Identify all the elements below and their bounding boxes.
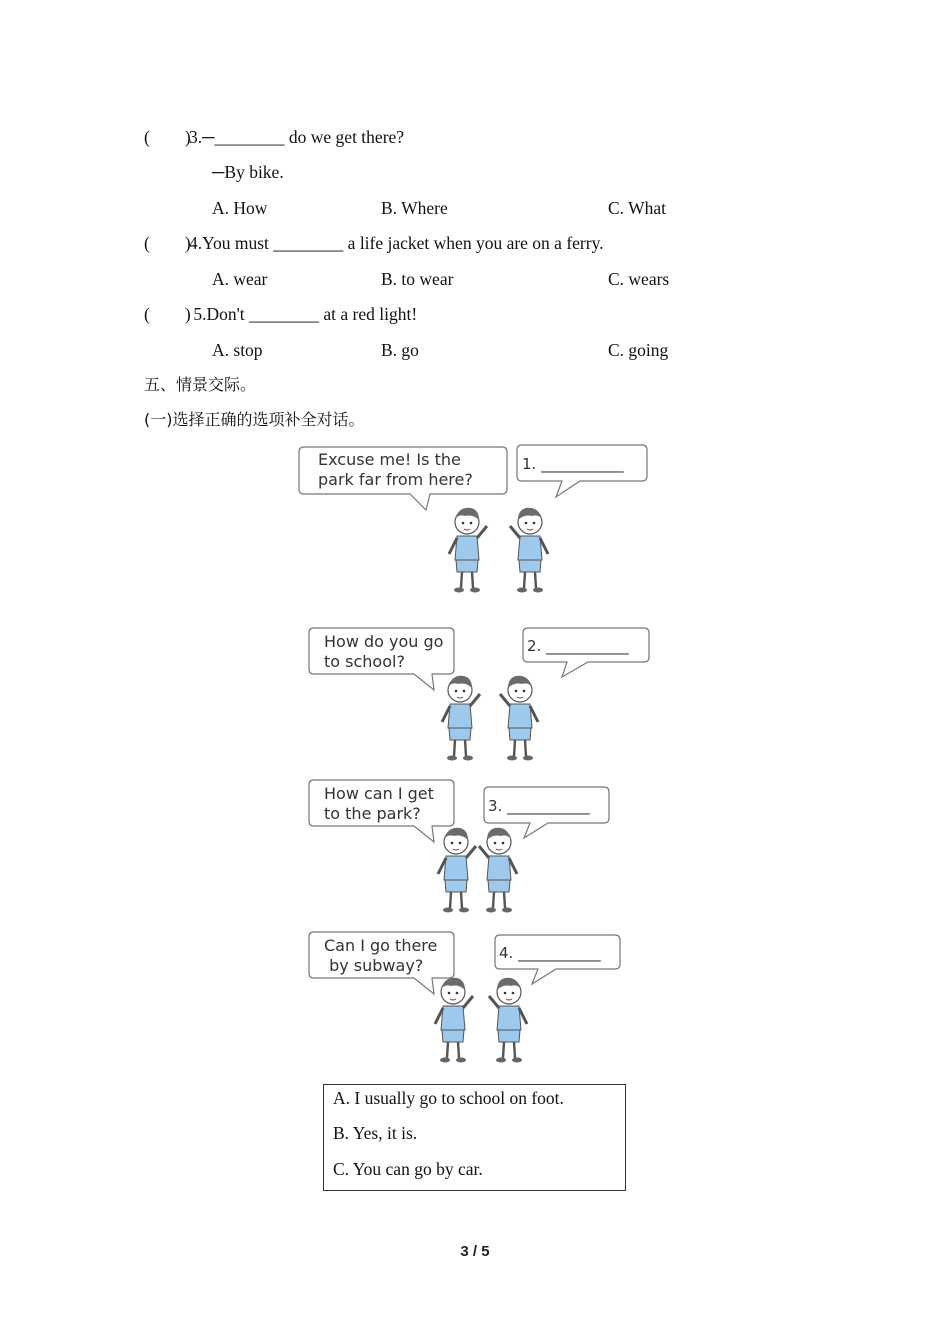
section-title: 五、情景交际。 [144, 375, 257, 394]
q5-option-a: A. stop [212, 340, 263, 360]
dialogue-1-question-line2: park far from here? [318, 470, 473, 489]
answer-option-a: A. I usually go to school on foot. [333, 1088, 564, 1108]
answer-option-b: B. Yes, it is. [333, 1123, 418, 1143]
q4-paren[interactable]: ( ) [144, 233, 191, 253]
q5-paren[interactable]: ( ) [144, 304, 191, 324]
q5-option-c: C. going [608, 340, 669, 360]
dialogue-2-answer-blank[interactable]: 2. ___________ [527, 637, 629, 655]
q3-paren[interactable]: ( ) [144, 127, 191, 147]
dialogue-3-answer-blank[interactable]: 3. ___________ [488, 797, 590, 815]
page-number: 3 / 5 [460, 1243, 490, 1260]
q3-option-c: C. What [608, 198, 667, 218]
dialogue-4-question-line2: by subway? [324, 956, 424, 975]
answer-options-box [323, 1084, 626, 1191]
q3-stem: 3.─________ do we get there? [189, 127, 405, 147]
dialogue-2-question-line2: to school? [324, 652, 405, 671]
dialogue-1-answer-blank[interactable]: 1. ___________ [522, 455, 624, 473]
answer-option-c: C. You can go by car. [333, 1159, 483, 1179]
dialogue-4-question-line1: Can I go there [324, 936, 438, 955]
section-subtitle: (一)选择正确的选项补全对话。 [144, 410, 365, 429]
q4-option-b: B. to wear [381, 269, 454, 289]
q5-option-b: B. go [381, 340, 419, 360]
dialogue-1-question-line1: Excuse me! Is the [318, 450, 461, 469]
dialogue-3-question-line2: to the park? [324, 804, 421, 823]
q3-option-a: A. How [212, 198, 268, 218]
q4-option-a: A. wear [212, 269, 268, 289]
q4-stem: 4.You must ________ a life jacket when you are on a ferry. [189, 233, 604, 253]
dialogue-3-question-line1: How can I get [324, 784, 434, 803]
q3-reply: ─By bike. [212, 162, 284, 182]
q5-stem: 5.Don't ________ at a red light! [189, 304, 418, 324]
dialogue-2-question-line1: How do you go [324, 632, 444, 651]
q4-option-c: C. wears [608, 269, 670, 289]
q3-option-b: B. Where [381, 198, 448, 218]
dialogue-4-answer-blank[interactable]: 4. ___________ [499, 944, 601, 962]
